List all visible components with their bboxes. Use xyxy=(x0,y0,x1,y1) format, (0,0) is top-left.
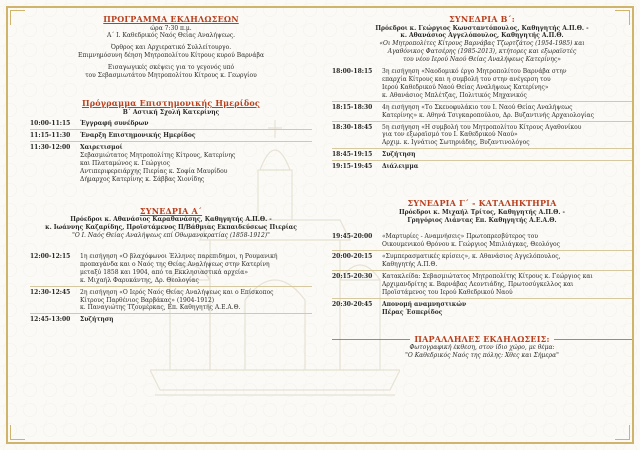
schedule-row xyxy=(332,253,632,269)
corner-ornament xyxy=(10,425,25,440)
program-line: Επιμνημόσυνη δέηση Μητροπολίτου Κίτρους κυρού Βαρνάβα xyxy=(77,52,265,60)
synedria-c-title: ΣΥΝΕΔΡΙΑ Γ΄ - ΚΑΤΑΛΗΚΤΗΡΙΑ xyxy=(407,198,557,209)
row-text: Κίτρους Παρθένιος Βαρβάκας» (1904-1912) xyxy=(80,296,215,304)
row-text: Συζήτηση xyxy=(80,316,114,324)
row-text: Απονομή αναμνηστικών xyxy=(382,300,467,308)
row-time: 19:45-20:00 xyxy=(332,233,373,241)
synedria-a-chair: Πρόεδροι κ. Αθανάσιος Καραθανάσης, Καθηγητής Α.Π.Θ. - xyxy=(70,216,272,224)
schedule-row xyxy=(332,233,632,249)
synedria-c-chair: Γρηγόριος Λιάντας Επ. Καθηγητής Α.Ε.Α.Θ. xyxy=(407,216,557,224)
row-time: 18:45-19:15 xyxy=(332,151,373,159)
frame-right xyxy=(632,6,634,444)
row-text: Συζήτηση xyxy=(382,151,416,159)
row-text: Σεβασμιώτατος Μητροπολίτης Κίτρους, Κατερίνης xyxy=(80,152,236,160)
schedule-row xyxy=(332,273,632,297)
row-time: 10:00-11:15 xyxy=(30,120,71,128)
row-text: κ. Παναγιώτης Τζουμέρκας, Επ. Καθηγητής Α.Ε.Α.Θ. xyxy=(80,304,241,312)
row-text: Χαιρετισμοί xyxy=(80,144,123,152)
synedria-a-theme: "Ο Ι. Ναός Θείας Αναλήψεως επί Οθωμανοκρατίας (1858-1912)" xyxy=(72,232,270,240)
synedria-b-theme: του νέου Ιερού Ναού Θείας Αναλήψεως Κατερίνης» xyxy=(403,56,561,64)
synedria-a-title: ΣΥΝΕΔΡΙΑ Α΄ xyxy=(139,205,203,216)
row-text: Αρχιμ. κ. Ιγνάτιος Σωτηριάδης, Βυζαντινολόγος xyxy=(382,139,530,147)
parallel-line: "Ο Καθεδρικός Ναός της πόλης: Χθες και Σήμερα" xyxy=(405,352,559,360)
row-text: Έγγραφή συνέδρων xyxy=(80,120,149,128)
schedule-row xyxy=(332,68,632,100)
row-text: Κατακλείδα: Σεβασμιώτατος Μητροπολίτης Κίτρους κ. Γεώργιος και xyxy=(382,273,593,281)
schedule-row xyxy=(332,124,632,148)
parallel-title: ΠΑΡΑΛΛΗΛΕΣ ΕΚΔΗΛΩΣΕΙΣ: xyxy=(410,334,553,344)
schedule-row xyxy=(332,104,632,120)
right-column xyxy=(332,14,632,360)
frame-bottom xyxy=(6,442,634,444)
row-time: 11:30-12:00 xyxy=(30,144,71,152)
row-time: 18:30-18:45 xyxy=(332,123,373,131)
hmerida-venue: Β΄ Αστική Σχολή Κατερίνης xyxy=(122,108,220,116)
frame-left xyxy=(6,6,8,444)
frame-top xyxy=(6,6,634,8)
row-text: Αντιπεριφερειάρχης Πιερίας κ. Σοφία Μαυρίδου xyxy=(80,167,228,175)
row-time: 20:15-20:30 xyxy=(332,273,373,281)
row-time: 12:00-12:15 xyxy=(30,253,71,261)
row-text: επαρχία Κίτρους και η συμβολή του στην ανέγερση του xyxy=(382,75,551,83)
row-text: 4η εισήγηση «Το Σκευοφυλάκιο του Ι. Ναού Θείας Αναλήψεως xyxy=(382,103,573,111)
schedule-row xyxy=(30,120,312,128)
row-text: Προϊστάμενος του Ιερού Καθεδρικού Ναού xyxy=(382,288,513,296)
schedule-row xyxy=(30,253,312,285)
synedria-b-chair: Πρόεδροι κ. Γεώργιος Κωνσταντόπουλος, Καθηγητής Α.Π.Θ. - xyxy=(375,24,589,32)
row-text: «Συμπερασματικές κρίσεις», κ. Αθανάσιος Αγγελόπουλος, xyxy=(382,253,561,261)
schedule-row xyxy=(30,132,312,140)
schedule-row xyxy=(332,151,632,159)
schedule-row xyxy=(332,163,632,171)
row-text: προπαγάνδα και ο Ναός της Θείας Αναλήψεως στην Κατερίνη xyxy=(80,260,270,268)
schedule-row xyxy=(30,316,312,324)
row-text: Ιερού Καθεδρικού Ναού Θείας Αναλήψεως Κατερίνης» xyxy=(382,83,549,91)
row-time: 12:45-13:00 xyxy=(30,316,71,324)
synedria-b-title: ΣΥΝΕΔΡΙΑ Β΄: xyxy=(449,14,515,24)
row-text: κ. Μιχαήλ Φαρυκάντης, Δρ. Θεολογίας xyxy=(80,276,199,284)
row-time: 12:30-12:45 xyxy=(30,288,71,296)
parallel-line: Φωτογραφική έκθεση, στον ίδιο χώρο, με θέμα: xyxy=(409,344,555,352)
schedule-row xyxy=(30,144,312,184)
synedria-a-chair: κ. Ιωάννης Καζαρίδης, Προϊστάμενος Π/Βάθμιας Εκπαιδεύσεως Πιερίας xyxy=(45,224,297,232)
row-text: Πέρας Έσπερίδος xyxy=(382,308,443,316)
row-text: Οικουμενικού Θρόνου κ. Γεώργιος Μπιλιάγκας, Θεολόγος xyxy=(382,241,560,249)
row-text: Αρχιμανδρίτης κ. Βαρνάβας Λεοντιάδης, Πρωτοσύγκελλος και xyxy=(382,280,574,288)
row-text: μεταξύ 1858 και 1904, από τα Εκκλησιαστικά αρχεία» xyxy=(80,268,249,276)
row-text: «Μαρτυρίες - Αναμνήσεις» Πρωτοπρεσβύτερος του xyxy=(382,233,539,241)
row-time: 11:15-11:30 xyxy=(30,132,71,140)
synedria-b-chair: κ. Αθανάσιος Αγγελόπουλος, Καθηγητής Α.Π.Θ. xyxy=(400,32,564,40)
program-title: ΠΡΟΓΡΑΜΜΑ ΕΚΔΗΛΩΣΕΩΝ xyxy=(103,14,239,24)
program-location: Α΄ Ι. Καθεδρικός Ναός Θείας Αναλήψεως. xyxy=(106,32,236,40)
row-text: 5η εισήγηση «Η συμβολή του Μητροπολίτου Κίτρους Αγαθονίκου xyxy=(382,123,582,131)
row-text: Καθηγητής Α.Π.Θ. xyxy=(382,261,438,269)
row-time: 18:15-18:30 xyxy=(332,103,373,111)
program-time: ώρα 7:30 π.μ. xyxy=(150,24,192,32)
row-text: Δήμαρχος Κατερίνης κ. Σάββας Χιονίδης xyxy=(80,175,205,183)
row-text: για τον εξωραϊσμό του Ι. Καθεδρικού Ναού» xyxy=(382,131,518,139)
row-text: Κατερίνης» κ. Αθηνά Τσιγκαροπούλου, Δρ. Βυζαντινής Αρχαιολογίας xyxy=(382,111,594,119)
synedria-b-theme: Αγαθόνικος Φατσέρης (1985-2013), κτήτορες και εξωραϊστές xyxy=(387,48,577,56)
parallel-title-wrap xyxy=(332,334,632,345)
row-text: 3η εισήγηση «Ναοδομικό έργο Μητροπολίτου Βαρνάβα στην xyxy=(382,68,567,76)
row-text: 1η εισήγηση «Ο βλαχόφωνοι Έλληνες παρεπιδημοι, η Ρουμανική xyxy=(80,253,278,261)
synedria-c-chair: Πρόεδροι κ. Μιχαήλ Τρίτος, Καθηγητής Α.Π.Θ. - xyxy=(398,208,566,216)
synedria-b-theme: «Οι Μητροπολίτες Κίτρους Βαρνάβας Τζωρτζάτος (1954-1985) και xyxy=(379,40,585,48)
row-text: κ. Αθανάσιος Μπλέτζας, Πολιτικός Μηχανικός xyxy=(382,91,527,99)
row-text: 2η εισήγηση «Ο Ιερός Ναός Θείας Αναλήψεως και ο Επίσκοπος xyxy=(80,288,274,296)
row-time: 20:30-20:45 xyxy=(332,300,373,308)
schedule-row xyxy=(332,301,632,317)
schedule-row xyxy=(30,289,312,313)
hmerida-title: Πρόγραμμα Επιστημονικής Ημερίδος xyxy=(81,97,261,108)
left-column xyxy=(30,14,312,324)
row-text: Διάλειμμα xyxy=(382,163,419,171)
program-line: Όρθρος και Αρχιερατικό Συλλείτουργο. xyxy=(110,44,232,52)
row-time: 18:00-18:15 xyxy=(332,68,373,76)
row-time: 19:15-19:45 xyxy=(332,163,373,171)
program-line: Εισαγωγικές σκέψεις για το γεγονός υπό xyxy=(107,64,235,72)
corner-ornament xyxy=(615,425,630,440)
row-text: και Πλαταμώνος κ. Γεώργιος xyxy=(80,160,171,168)
row-time: 20:00-20:15 xyxy=(332,253,373,261)
corner-ornament xyxy=(10,10,25,25)
program-line: του Σεβασμιωτάτου Μητροπολίτου Κίτρους κ. Γεωργίου xyxy=(85,72,257,80)
row-text: Έναρξη Επιστημονικής Ημερίδος xyxy=(80,132,196,140)
